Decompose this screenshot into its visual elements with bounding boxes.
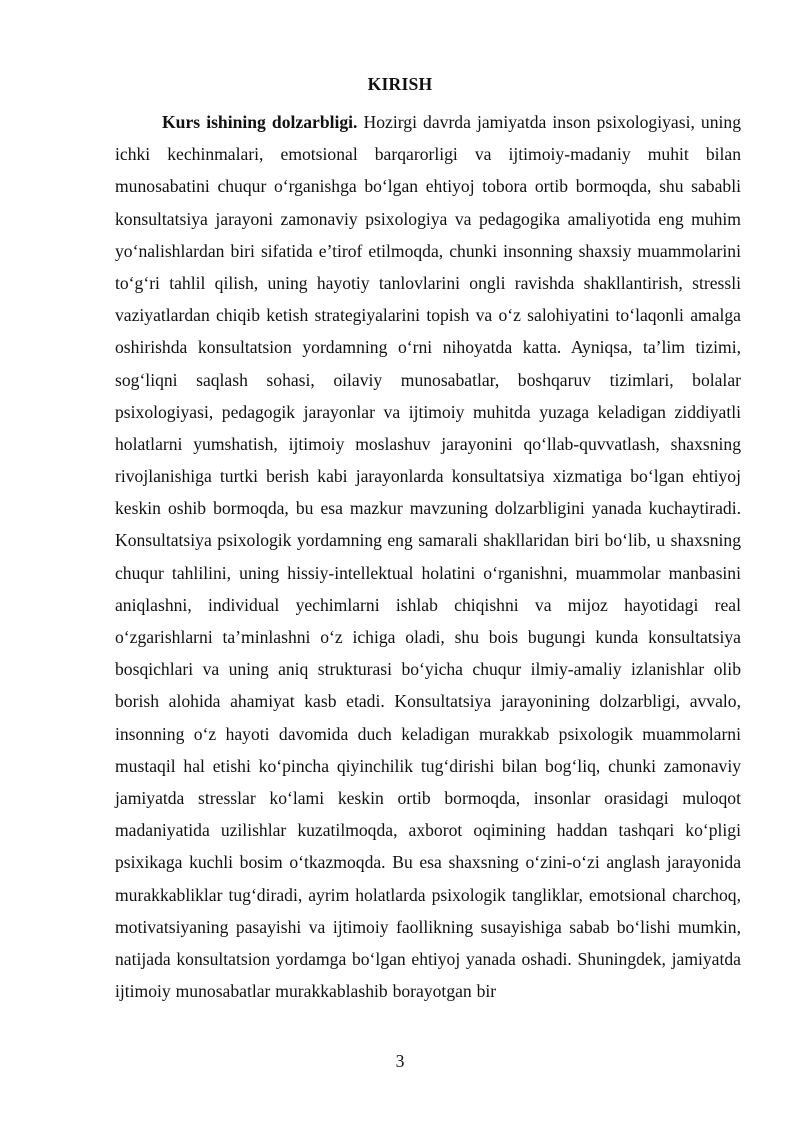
paragraph-text: Hozirgi davrda jamiyatda inson psixologiyasi, uning ichki kechinmalari, emotsional barqarorligi va ijtimoiy-madaniy muhit bilan munosabatini chuqur o‘rganishga bo‘lgan ehtiyoj tobora ortib bormoqda, shu sababli konsultatsiya jarayoni zamonaviy psixologiya va pedagogika amaliyotida eng muhim yo‘nalishlardan biri sifatida e’tirof etilmoqda, chunki insonning shaxsiy muammolarini to‘g‘ri tahlil qilish, uning hayotiy tanlovlarini ongli ravishda shakllantirish, stressli vaziyatlardan chiqib ketish strategiyalarini topish va o‘z salohiyatini to‘laqonli amalga oshirishda konsultatsion yordamning o‘rni nihoyatda katta. Ayniqsa, ta’lim tizimi, sog‘liqni saqlash sohasi, oilaviy munosabatlar, boshqaruv tizimlari, bolalar psixologiyasi, pedagogik jarayonlar va ijtimoiy muhitda yuzaga keladigan ziddiyatli holatlarni yumshatish, ijtimoiy moslashuv jarayonini qo‘llab-quvvatlash, shaxsning rivojlanishiga turtki berish kabi jarayonlarda konsultatsiya xizmatiga bo‘lgan ehtiyoj keskin oshib bormoqda, bu esa mazkur mavzuning dolzarbligini yanada kuchaytiradi. Konsultatsiya psixologik yordamning eng samarali shakllaridan biri bo‘lib, u shaxsning chuqur tahlilini, uning hissiy-intellektual holatini o‘rganishni, muammolar manbasini aniqlashni, individual yechimlarni ishlab chiqishni va mijoz hayotidagi real o‘zgarishlarni ta’minlashni o‘z ichiga oladi, shu bois bugungi kunda konsultatsiya bosqichlari va uning aniq strukturasi bo‘yicha chuqur ilmiy-amaliy izlanishlar olib borish alohida ahamiyat kasb etadi. Konsultatsiya jarayonining dolzarbligi, avvalo, insonning o‘z hayoti davomida duch keladigan murakkab psixologik muammolarni mustaqil hal etishi ko‘pincha qiyinchilik tug‘dirishi bilan bog‘liq, chunki zamonaviy jamiyatda stresslar ko‘lami keskin ortib bormoqda, insonlar orasidagi muloqot madaniyatida uzilishlar kuzatilmoqda, axborot oqimining haddan tashqari ko‘pligi psixikaga kuchli bosim o‘tkazmoqda. Bu esa shaxsning o‘zini-o‘zi anglash jarayonida murakkabliklar tug‘diradi, ayrim holatlarda psixologik tangliklar, emotsional charchoq, motivatsiyaning pasayishi va ijtimoiy faollikning susayishiga sabab bo‘lishi mumkin, natijada konsultatsion yordamga bo‘lgan ehtiyoj yanada oshadi. Shuningdek, jamiyatda ijtimoiy munosabatlar murakkablashib borayotgan bir: [115, 112, 741, 1002]
body-paragraph: [115, 106, 741, 1007]
paragraph-lead: Kurs ishining dolzarbligi.: [162, 112, 358, 132]
page-number: 3: [395, 1051, 405, 1071]
section-heading: KIRISH: [367, 74, 433, 94]
